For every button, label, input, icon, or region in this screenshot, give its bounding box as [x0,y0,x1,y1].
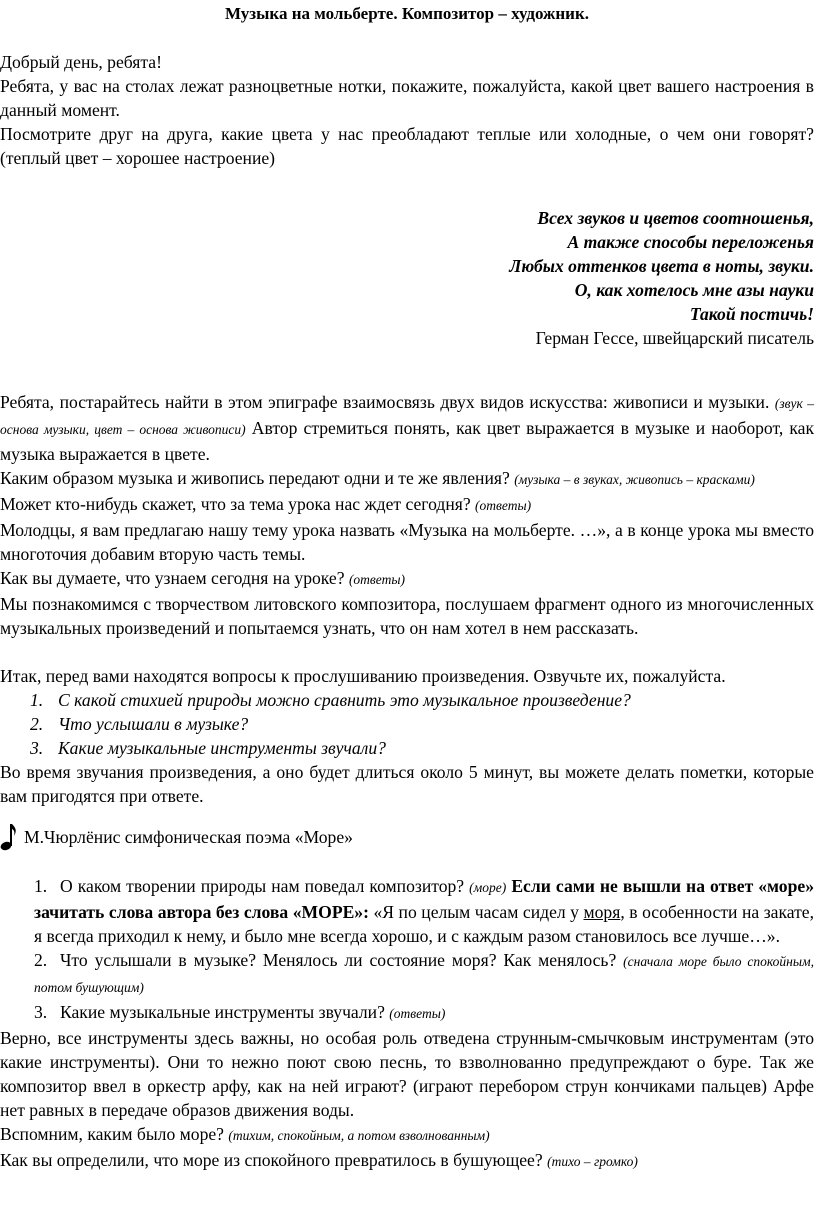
body-text: Как вы думаете, что узнаем сегодня на уроке? [0,568,349,588]
question-text: Какие музыкальные инструменты звучали? [58,738,386,758]
track-heading [0,822,814,852]
question-item [0,712,814,736]
body-text: Как вы определили, что море из спокойного превратилось в бушующее? [0,1150,548,1170]
body-paragraph-2 [0,466,814,492]
epigraph-line: Такой постичь! [689,304,814,324]
teacher-note: (музыка – в звуках, живопись – красками) [514,472,755,487]
body-text: Ребята, постарайтесь найти в этом эпиграфе взаимосвязь двух видов искусства: живописи и музыки. [0,392,775,412]
question-text: С какой стихией природы можно сравнить это музыкальное произведение? [58,690,631,710]
epigraph-line: Всех звуков и цветов соотношенья, [537,208,814,228]
answer-number: 1. [34,876,48,896]
question-number: 1. [30,690,44,710]
teacher-note: (ответы) [348,572,405,587]
teacher-note: (ответы) [389,1006,446,1021]
underlined-word: моря [583,902,621,922]
question-number: 2. [30,714,44,734]
music-note-icon [0,822,18,852]
closing-paragraph-1: Верно, все инструменты здесь важны, но особая роль отведена струнным-смычковым инструментам (это какие инструменты). Они то нежно поют свою песнь, то взволнованно предупреждают о буре. Так же композитор ввел в оркестр арфу, как на ней играют? (играют перебором струн кончиками пальцев) Арфе нет равных в передаче образов движения воды. [0,1028,814,1120]
question-item [0,736,814,760]
closing-paragraph-2 [0,1122,814,1148]
body-text: Может кто-нибудь скажет, что за тема урока нас ждет сегодня? [0,494,476,514]
answer-1 [0,874,814,948]
closing-paragraph-3 [0,1148,814,1174]
question-number: 3. [30,738,44,758]
teacher-note: (море) [469,880,507,895]
teacher-note: (ответы) [475,498,532,513]
questions-list [0,688,814,760]
body-paragraph-1 [0,390,814,466]
body-paragraph-5 [0,566,814,592]
answer-text: О каком творении природы нам поведал композитор? [60,876,470,896]
during-listening: Во время звучания произведения, а оно будет длиться около 5 минут, вы можете делать пометки, которые вам пригодятся при ответе. [0,762,814,806]
intro-paragraph-2: Посмотрите друг на друга, какие цвета у нас преобладают теплые или холодные, о чем они говорят? (теплый цвет – хорошее настроение) [0,124,814,168]
body-text: Вспомним, каким было море? [0,1124,229,1144]
epigraph-line: Любых оттенков цвета в ноты, звуки. [509,256,814,276]
answer-number: 3. [34,1002,48,1022]
author-quote: , в особенности на закате, я всегда приходил к нему, и было мне всегда хорошо, и с каждым разом становилось все лучше…». [34,902,814,946]
page-title: Музыка на мольберте. Композитор – художник. [224,4,590,23]
answer-text: Что услышали в музыке? Менялось ли состояние моря? Как менялось? [60,950,624,970]
body-paragraph-3 [0,492,814,518]
teacher-note: (тихим, спокойным, а потом взволнованным) [228,1128,490,1143]
answer-number: 2. [34,950,48,970]
body-text: Автор стремиться понять, как цвет выражается в музыке и наоборот, как музыка выражается в цвете. [0,418,815,464]
epigraph-line: А также способы переложенья [567,232,814,252]
author-quote: «Я по целым часам сидел у [368,902,584,922]
teacher-note: (звук – основа музыки, цвет – основа живописи) [0,396,814,437]
body-text: Каким образом музыка и живопись передают одни и те же явления? [0,468,515,488]
question-text: Что услышали в музыке? [58,714,249,734]
body-paragraph-4: Молодцы, я вам предлагаю нашу тему урока назвать «Музыка на мольберте. …», а в конце урока мы вместо многоточия добавим вторую часть темы. [0,520,814,564]
greeting: Добрый день, ребята! [0,52,162,72]
epigraph-line: О, как хотелось мне азы науки [574,280,814,300]
teacher-note: (тихо – громко) [547,1154,638,1169]
answer-3 [0,1000,814,1026]
questions-intro: Итак, перед вами находятся вопросы к прослушиванию произведения. Озвучьте их, пожалуйста. [0,666,726,686]
question-item [0,688,814,712]
teacher-instruction: Если сами не вышли на ответ «море» зачитать слова автора без слова «МОРЕ»: [34,876,814,922]
answer-2 [0,948,814,1000]
document-page [0,2,816,1174]
teacher-note: (сначала море было спокойным, потом бушующим) [34,954,814,995]
epigraph-author: Герман Гессе, швейцарский писатель [535,328,814,348]
answer-text: Какие музыкальные инструменты звучали? [60,1002,390,1022]
track-label: М.Чюрлёнис симфоническая поэма «Море» [24,827,353,847]
epigraph [0,206,814,350]
intro-paragraph-1: Ребята, у вас на столах лежат разноцветные нотки, покажите, пожалуйста, какой цвет вашего настроения в данный момент. [0,76,814,120]
body-paragraph-6: Мы познакомимся с творчеством литовского композитора, послушаем фрагмент одного из многочисленных музыкальных произведений и попытаемся узнать, что он нам хотел в нем рассказать. [0,594,814,638]
